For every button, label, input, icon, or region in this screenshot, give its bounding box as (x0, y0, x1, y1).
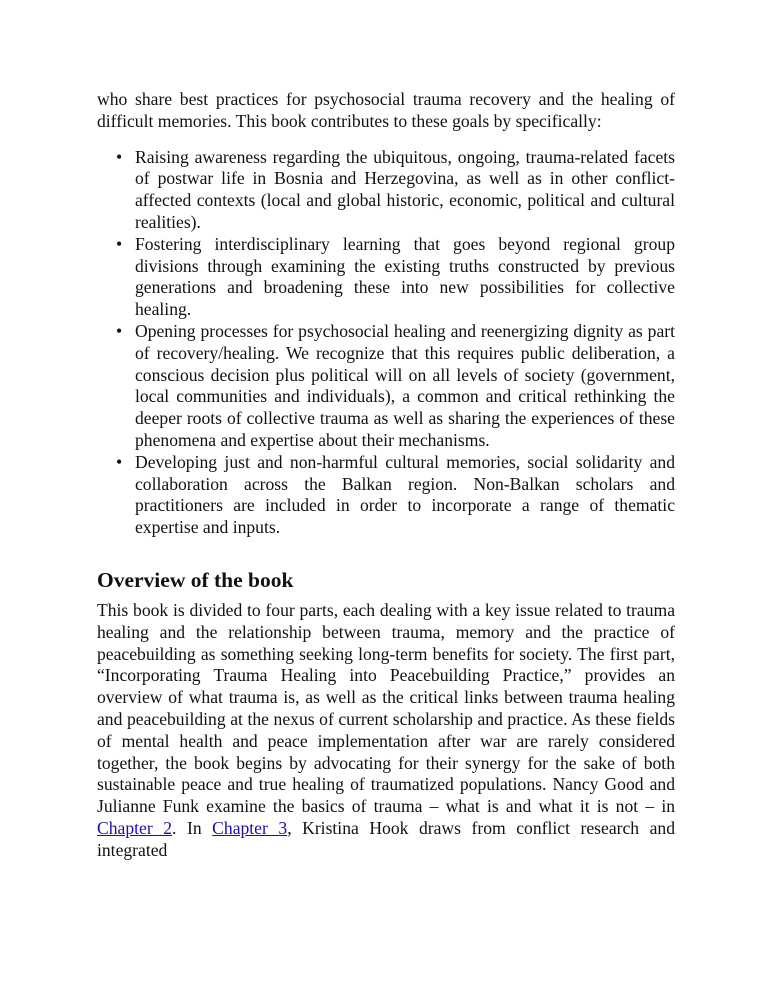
document-page (97, 89, 675, 862)
intro-paragraph: who share best practices for psychosocial trauma recovery and the healing of difficult memories. This book contributes to these goals by specifically: (97, 89, 675, 131)
section-heading: Overview of the book (97, 567, 294, 592)
bullet-icon: • (116, 233, 123, 254)
bullet-icon: • (116, 320, 123, 341)
overview-text-part: , Kristina Hook draws from conflict research and integrated (97, 817, 676, 860)
bullet-icon: • (116, 451, 123, 472)
chapter-3-link[interactable]: Chapter 3 (212, 817, 288, 838)
goal-item (116, 146, 675, 234)
goal-item (116, 233, 675, 321)
bullet-icon: • (116, 146, 123, 167)
overview-text-part: . In (172, 817, 213, 838)
goal-text: Opening processes for psychosocial healing and reenergizing dignity as part of recovery/healing. We recognize that this requires public deliberation, a conscious decision plus political will on all levels of society (government, local communities and individuals), a common and critical rethinking the deeper roots of collective trauma as well as sharing the experiences of these phenomena and expertise about their mechanisms. (135, 320, 675, 450)
goals-list (97, 147, 675, 539)
goal-item (116, 451, 675, 539)
goal-item (116, 320, 675, 452)
goal-text: Developing just and non-harmful cultural memories, social solidarity and collaboration across the Balkan region. Non-Balkan scholars and practitioners are included in order to incorporate a range of thematic expertise and inputs. (135, 451, 675, 538)
overview-paragraph (97, 600, 675, 862)
overview-text-part: This book is divided to four parts, each dealing with a key issue related to trauma healing and the relationship between trauma, memory and the practice of peacebuilding as something seeking long-term benefits for society. The first part, “Incorporating Trauma Healing into Peacebuilding Practice,” provides an overview of what trauma is, as well as the critical links between trauma healing and peacebuilding at the nexus of current scholarship and practice. As these fields of mental health and peace implementation after war are rarely considered together, the book begins by advocating for their synergy for the sake of both sustainable peace and true healing of traumatized populations. Nancy Good and Julianne Funk examine the basics of trauma – what is and what it is not – in (97, 599, 675, 817)
chapter-2-link[interactable]: Chapter 2 (97, 817, 173, 838)
goal-text: Fostering interdisciplinary learning that goes beyond regional group divisions through examining the existing truths constructed by previous generations and broadening these into new possibilities for collective healing. (135, 233, 675, 320)
goal-text: Raising awareness regarding the ubiquitous, ongoing, trauma-related facets of postwar life in Bosnia and Herzegovina, as well as in other conflict-affected contexts (local and global historic, economic, political and cultural realities). (135, 146, 675, 232)
